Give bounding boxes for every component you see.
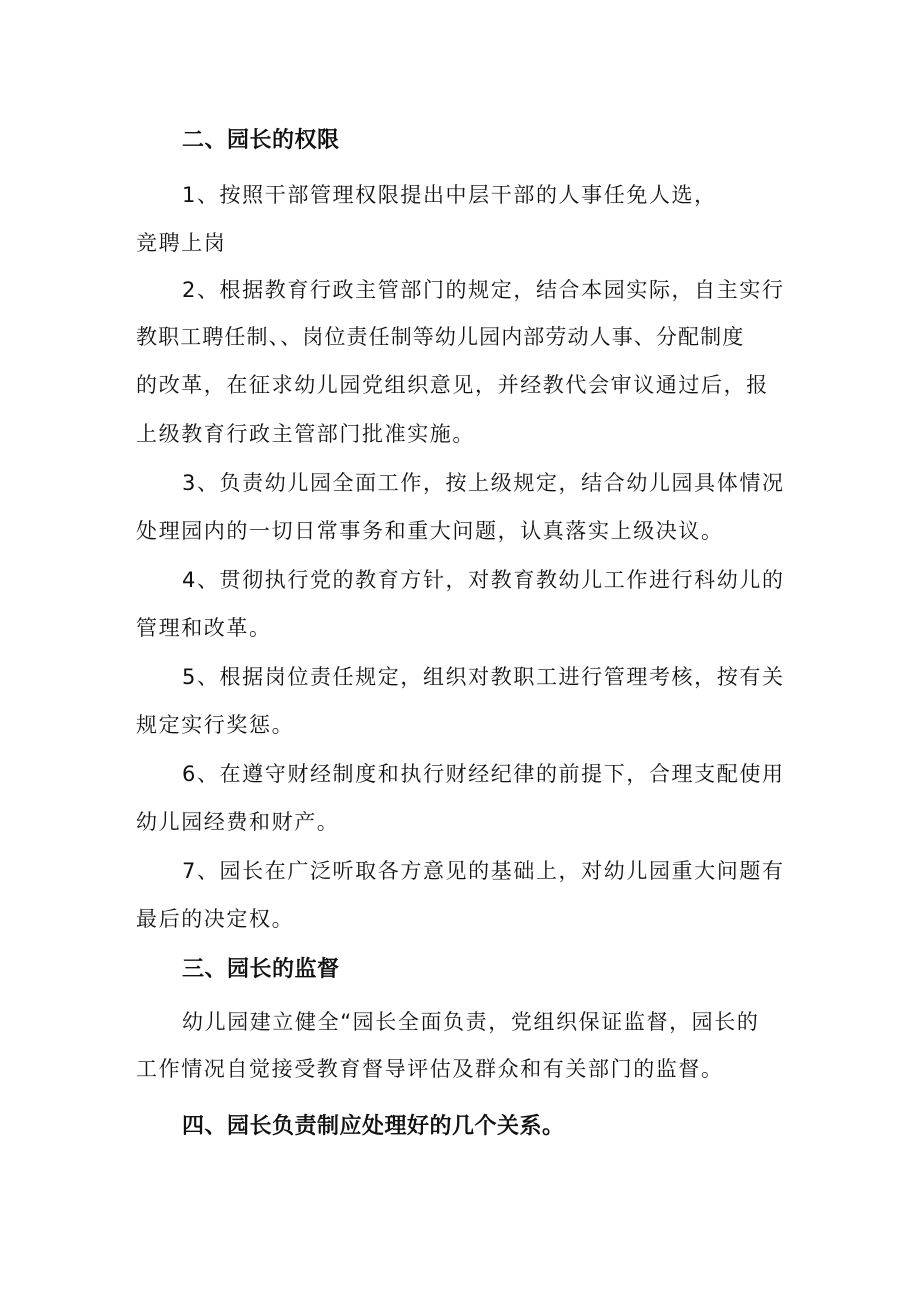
item-3-line-1: 3、负责幼儿园全面工作，按上级规定，结合幼儿园具体情况 [182,471,785,495]
section-4-heading: 四、园长负责制应处理好的几个关系。 [182,1114,565,1139]
item-7-line-2: 最后的决定权。 [136,907,295,931]
section-3-line-2: 工作情况自觉接受教育督导评估及群众和有关部门的监督。 [136,1057,724,1081]
item-2-line-2: 教职工聘任制、、岗位责任制等幼儿园内部劳动人事、分配制度 [136,325,745,349]
item-1-line-2: 竞聘上岗 [136,231,227,255]
item-6-line-2: 幼儿园经费和财产。 [136,810,340,834]
item-5-line-2: 规定实行奖惩。 [136,713,295,737]
item-5-line-1: 5、根据岗位责任规定，组织对教职工进行管理考核，按有关 [182,665,785,689]
item-6-line-1: 6、在遵守财经制度和执行财经纪律的前提下，合理支配使用 [182,762,785,786]
item-2-line-3: 的改革，在征求幼儿园党组织意见，并经教代会审议通过后，报 [136,373,769,397]
section-3-heading: 三、园长的监督 [182,957,340,982]
item-7-line-1: 7、园长在广泛听取各方意见的基础上，对幼儿园重大问题有 [182,859,785,883]
item-4-line-2: 管理和改革。 [136,616,272,640]
item-4-line-1: 4、贯彻执行党的教育方针，对教育教幼儿工作进行科幼儿的 [182,568,785,592]
item-1-line-1: 1、按照干部管理权限提出中层干部的人事任免人选， [182,183,717,207]
section-3-line-1: 幼儿园建立健全“园长全面负责，党组织保证监督，园长的 [182,1010,760,1034]
item-2-line-4: 上级教育行政主管部门批准实施。 [136,422,475,446]
section-2-heading: 二、园长的权限 [182,128,340,153]
item-3-line-2: 处理园内的一切日常事务和重大问题，认真落实上级决议。 [136,519,724,543]
item-2-line-1: 2、根据教育行政主管部门的规定，结合本园实际，自主实行 [182,278,785,302]
